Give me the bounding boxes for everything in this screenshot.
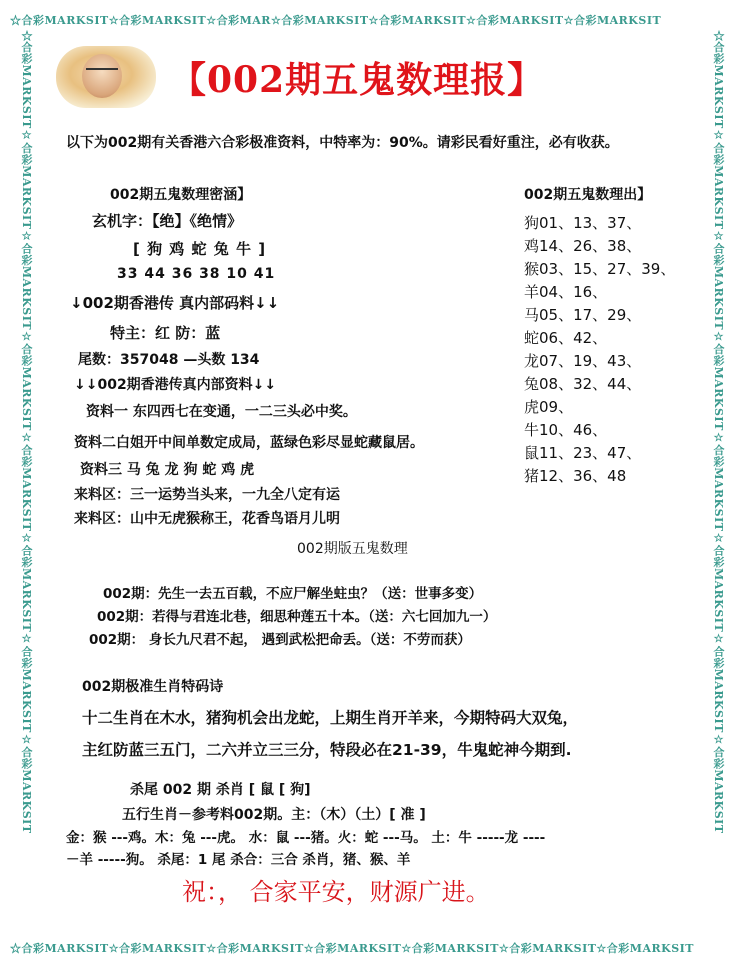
page-title: 【002期五鬼数理报】 <box>170 59 545 101</box>
animals-text: [ 狗 鸡 蛇 兔 牛 ] <box>133 240 267 258</box>
list-item: 羊04、16、 <box>524 283 608 301</box>
weishu-text: 尾数：357048 —头数 134 <box>78 352 260 368</box>
border-top-watermark: ☆合彩MARKSIT☆合彩MARKSIT☆合彩MAR☆合彩MARKSIT☆合彩MARKSIT☆合彩MARKSIT☆合彩MARKSIT <box>10 14 662 27</box>
list-item: 虎09、 <box>524 398 574 416</box>
zodiac-number-list <box>524 212 675 488</box>
laoliao-2: 来料区：山中无虎猴称王，花香鸟语月儿明 <box>74 511 340 527</box>
laoliao-1: 来料区：三一运势当头来，一九全八定有运 <box>74 487 340 503</box>
meaning-heading: 002期五鬼数理密涵】 <box>110 187 252 203</box>
list-item: 蛇06、42、 <box>524 329 608 347</box>
list-item: 马05、17、29、 <box>524 306 642 324</box>
list-item: 猴03、15、27、39、 <box>524 260 676 278</box>
wuxing-line-1: 金：猴 ---鸡。木：兔 ---虎。 水：鼠 ---猪。火：蛇 ---马。 土：牛 -----龙 ---- <box>66 830 546 846</box>
list-item: 猪12、36、48 <box>524 467 627 485</box>
border-bottom-watermark: ☆合彩MARKSIT☆合彩MARKSIT☆合彩MARKSIT☆合彩MARKSIT☆合彩MARKSIT☆合彩MARKSIT☆合彩MARKSIT <box>10 942 694 955</box>
xuanji-text: 玄机字：【绝】《绝情》 <box>92 212 243 230</box>
ziliao-3: 资料三 马 兔 龙 狗 蛇 鸡 虎 <box>80 462 255 478</box>
intro-text: 以下为002期有关香港六合彩极准资料，中特率为：90%。请彩民看好重注，必有收获。 <box>66 135 619 151</box>
list-item: 牛10、46、 <box>524 421 608 439</box>
border-right-watermark: ☆合彩MARKSIT☆合彩MARKSIT☆合彩MARKSIT☆合彩MARKSIT☆合彩MARKSIT☆合彩MARKSIT☆合彩MARKSIT☆合彩MARKSIT <box>712 30 725 834</box>
list-item: 鸡14、26、38、 <box>524 237 642 255</box>
hk-heading: ↓002期香港传 真内部码料↓↓ <box>70 294 280 312</box>
portrait-image <box>56 46 156 108</box>
list-item: 狗01、13、37、 <box>524 214 642 232</box>
list-item: 鼠11、23、47、 <box>524 444 642 462</box>
version-heading: 002期版五鬼数理 <box>297 541 408 557</box>
version-line-3: 002期： 身长九尺君不起， 遇到武松把命丢。（送：不劳而获） <box>89 632 471 648</box>
blessing-text: 祝：， 合家平安，财源广进。 <box>182 878 490 906</box>
shawei-text: 杀尾 002 期 杀肖 [ 鼠 [ 狗] <box>130 782 311 798</box>
version-line-1: 002期：先生一去五百载，不应尸解坐蛀虫？（送：世事多变） <box>103 586 483 602</box>
version-line-2: 002期：若得与君连北巷，细思种莲五十本。（送：六七回加九一） <box>97 609 497 625</box>
portrait-glasses <box>86 68 118 76</box>
ziliao-2: 资料二白姐开中间单数定成局，蓝绿色彩尽显蛇藏鼠居。 <box>74 435 424 451</box>
poem-line-1: 十二生肖在木水，猪狗机会出龙蛇，上期生肖开羊来，今期特码大双兔， <box>82 709 579 727</box>
portrait-face <box>82 54 122 98</box>
ziliao-1: 资料一 东四西七在变通，一二三头必中奖。 <box>86 404 357 420</box>
right-heading: 002期五鬼数理出】 <box>524 187 652 203</box>
poem-heading: 002期极准生肖特码诗 <box>82 679 224 695</box>
poem-line-2: 主红防蓝三五门，二六并立三三分，特段必在21-39，牛鬼蛇神今期到. <box>82 741 572 759</box>
tezhu-text: 特主：红 防：蓝 <box>110 324 221 342</box>
list-item: 兔08、32、44、 <box>524 375 642 393</box>
list-item: 龙07、19、43、 <box>524 352 642 370</box>
wuxing-text: 五行生肖－参考料002期。主：（木）（土）[ 准 ] <box>122 807 426 823</box>
wuxing-line-2: －羊 -----狗。 杀尾：1 尾 杀合：三合 杀肖，猪、猴、羊 <box>66 852 411 868</box>
border-left-watermark: ☆合彩MARKSIT☆合彩MARKSIT☆合彩MARKSIT☆合彩MARKSIT☆合彩MARKSIT☆合彩MARKSIT☆合彩MARKSIT☆合彩MARKSIT <box>20 30 33 834</box>
numbers-text: 33 44 36 38 10 41 <box>117 266 276 282</box>
hk-heading-2: ↓↓002期香港传真内部资料↓↓ <box>74 377 277 393</box>
